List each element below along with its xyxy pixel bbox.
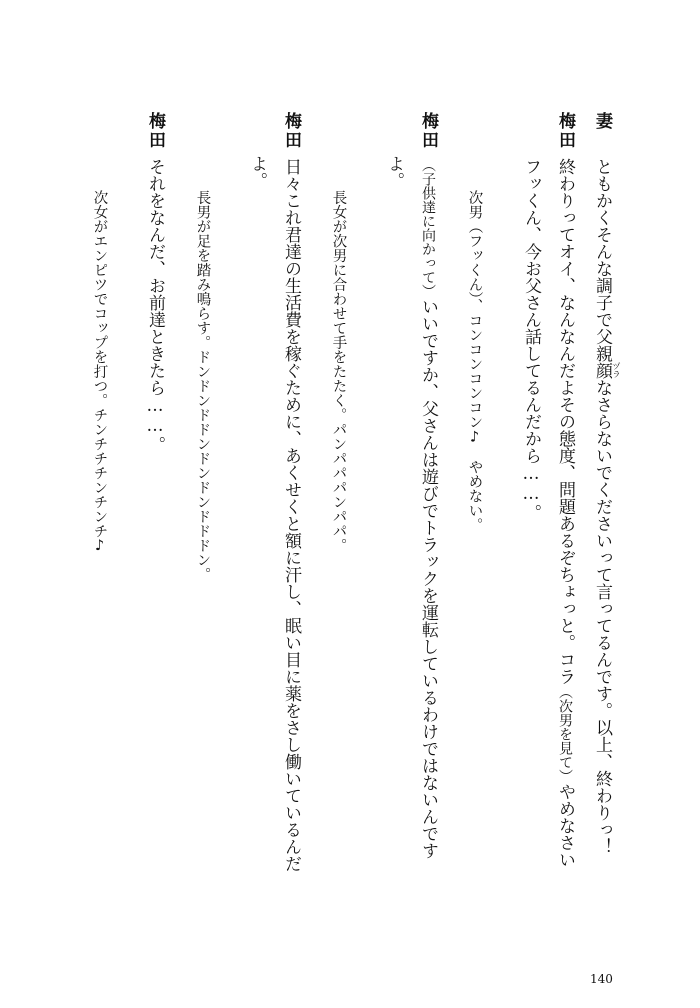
- speaker-label: 梅田: [555, 112, 575, 150]
- speaker-label: 妻: [592, 112, 612, 131]
- ruby-annotation: ヅラ: [612, 362, 621, 378]
- dialogue-continuation: よ。: [247, 155, 267, 189]
- stage-aside: （子供達に向かって）: [420, 158, 436, 298]
- stage-direction: 長男が足を踏み鳴らす。ドンドンドドンドンドンドドドン。: [194, 190, 211, 582]
- speaker-label: 梅田: [145, 112, 165, 150]
- stage-direction: 長女が次男に合わせて手をたたく。パンパパパンパパ。: [330, 190, 347, 553]
- stage-aside: （次男を見て）: [557, 685, 573, 783]
- stage-direction: 次男（フッくん）、コンコンコンコン♪ やめない。: [466, 190, 483, 533]
- stage-direction: 次女がエンピツでコップを打つ。チンチチチンチンチ♪: [91, 190, 108, 554]
- dialogue-line: [419, 158, 436, 859]
- dialogue-line: [556, 158, 573, 868]
- dialogue-line: 日々これ君達の生活費を稼ぐために、あくせくと額に汗し、眠い目に薬をさし働いているんだ: [281, 158, 301, 872]
- speaker-label: 梅田: [418, 112, 438, 150]
- dialogue-continuation: よ。: [384, 155, 404, 189]
- dialogue-text: やめなさい: [555, 783, 575, 868]
- dialogue-continuation: フッくん、今お父さん話してるんだから……。: [521, 158, 541, 521]
- dialogue-text: 終わりってオイ、なんなんだよその態度、問題あるぞちょっと。コラ: [555, 158, 575, 685]
- page-number: 140: [590, 972, 613, 986]
- dialogue-line: ともかくそんな調子で父親顔なさらないでくださいって言ってるんです。以上、終わりっ！: [592, 158, 612, 855]
- dialogue-text: いいですか、父さんは遊びでトラックを運転しているわけではないんです: [418, 298, 438, 859]
- speaker-label: 梅田: [281, 112, 301, 150]
- dialogue-line: それをなんだ、お前達ときたら……。: [145, 158, 165, 453]
